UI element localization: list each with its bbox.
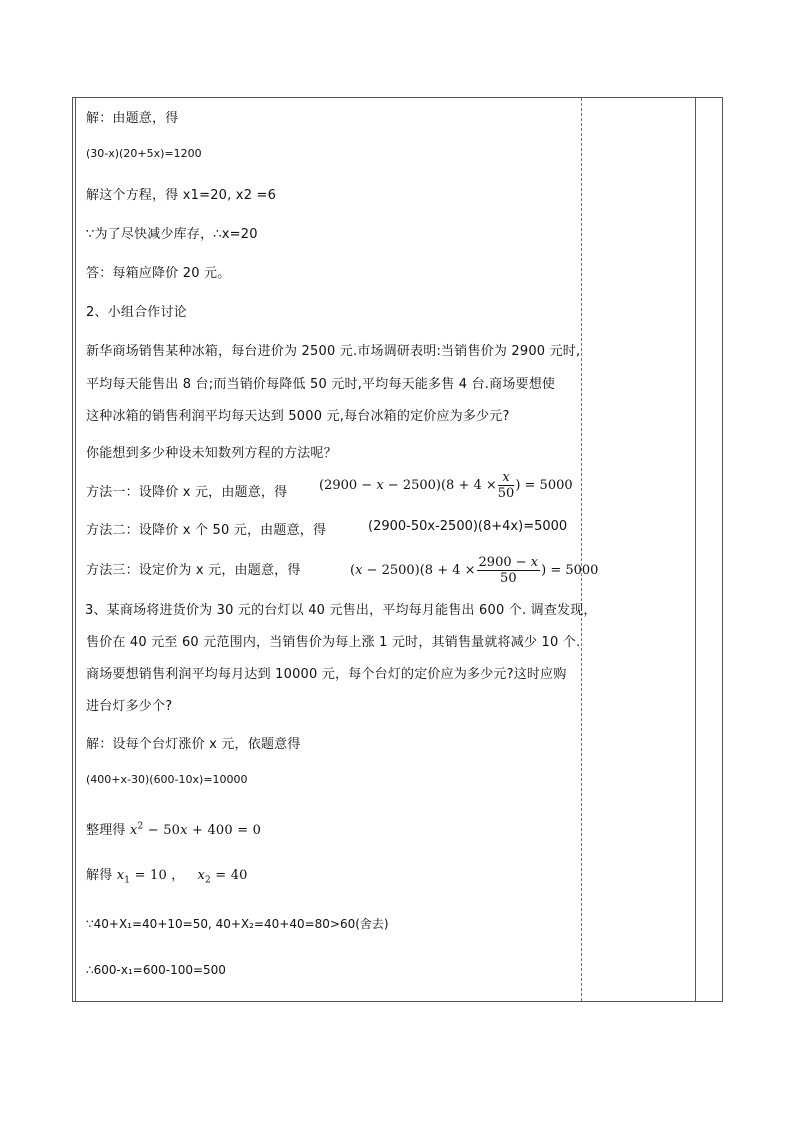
method-2-equation: (2900-50x-2500)(8+4x)=5000 — [368, 519, 568, 534]
column-divider-dashed — [581, 98, 582, 1001]
line-equation-3: (400+x-30)(600-10x)=10000 — [86, 773, 248, 786]
problem-3-line-1: 3、某商场将进货价为 30 元的台灯以 40 元售出，平均每月能售出 600 个. 调查发现， — [85, 603, 597, 618]
method-1-label: 方法一：设降价 x 元，由题意，得 — [86, 485, 288, 500]
line-check-roots: ∵40+X₁=40+10=50, 40+X₂=40+40=80>60(舍去) — [86, 917, 389, 931]
question-methods: 你能想到多少种设未知数列方程的方法呢？ — [86, 446, 337, 461]
solution-roots: $x_1 = 10$ ， $x_2 = 40$ — [116, 868, 248, 886]
line-solution-3-intro: 解：设每个台灯涨价 x 元，依题意得 — [86, 737, 301, 752]
problem-3-line-3: 商场要想销售利润平均每月达到 10000 元，每个台灯的定价应为多少元?这时应购 — [86, 667, 567, 682]
table-border-left — [72, 98, 73, 1001]
table-border-right — [722, 98, 723, 1001]
heading-group-discussion: 2、小组合作讨论 — [86, 305, 187, 320]
method-3-equation: (x − 2500)(8 + 4 × $\frac{2900 - x}{50}$ ) = 5000 — [350, 555, 599, 586]
solve-label: 解得 — [86, 868, 113, 883]
line-roots: 解这个方程，得 x1=20, x2 =6 — [86, 188, 277, 203]
simplified-equation: $x^2 - 50x + 400 = 0$ — [129, 821, 262, 838]
method-3-label: 方法三：设定价为 x 元，由题意，得 — [86, 563, 301, 578]
problem-2-line-2: 平均每天能售出 8 台;而当销价每降低 50 元时,平均每天能多售 4 台.商场要想使 — [86, 377, 556, 392]
problem-2-line-1: 新华商场销售某种冰箱，每台进价为 2500 元.市场调研表明:当销售价为 2900 元时, — [86, 344, 581, 359]
line-answer: 答：每箱应降价 20 元。 — [86, 266, 231, 281]
method-2-label: 方法二：设降价 x 个 50 元，由题意，得 — [86, 523, 327, 538]
table-border-left-inner — [75, 98, 76, 1001]
problem-3-line-4: 进台灯多少个? — [86, 699, 173, 714]
line-simplify — [86, 819, 261, 838]
simplify-label: 整理得 — [86, 823, 126, 838]
line-equation-1: (30-x)(20+5x)=1200 — [86, 147, 202, 160]
line-final-count: ∴600-x₁=600-100=500 — [86, 963, 226, 977]
problem-2-line-3: 这种冰箱的销售利润平均每天达到 5000 元,每台冰箱的定价应为多少元? — [86, 409, 510, 424]
column-divider — [695, 98, 696, 1001]
line-choose-root: ∵为了尽快减少库存，∴x=20 — [86, 227, 258, 242]
method-1-equation: (2900 − x − 2500)(8 + 4 × $\frac{x}{50}$ ) = 5000 — [319, 470, 573, 501]
line-solve — [86, 864, 248, 886]
problem-3-line-2: 售价在 40 元至 60 元范围内，当销售价为每上涨 1 元时，其销售量就将减少 10 个. — [86, 635, 581, 650]
line-solution-intro: 解：由题意，得 — [86, 111, 179, 126]
